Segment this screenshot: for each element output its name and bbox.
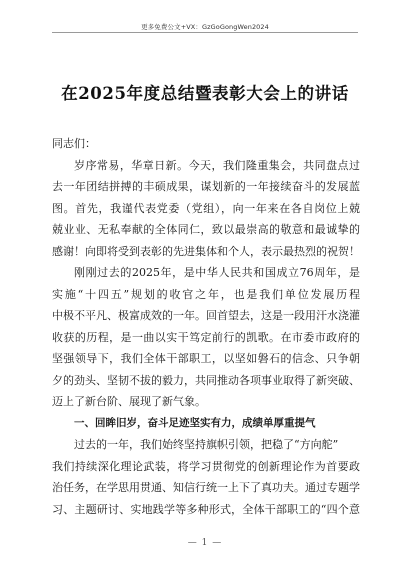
text-line: 夕的劲头、坚韧不拔的毅力，共同推动各项事业取得了新突破、 bbox=[52, 373, 360, 387]
text-line: 中极不平凡、极富成效的一年。回首望去，这是一段用汗水浇灌 bbox=[52, 309, 360, 322]
header-divider bbox=[52, 32, 358, 33]
salutation: 同志们： bbox=[52, 137, 96, 150]
text-line: 坚强领导下，我们全体干部职工，以坚如磐石的信念、只争朝 bbox=[52, 352, 360, 365]
document-body bbox=[52, 133, 360, 520]
header-note: 更多免费公文+VX：GzGoGongWen2024 bbox=[141, 23, 269, 31]
text-line: 收获的历程，是一曲以实干笃定前行的凯歌。在市委市政府的 bbox=[52, 330, 360, 344]
paragraph-opening bbox=[52, 155, 360, 263]
text-line: 刚刚过去的2025年，是中华人民共和国成立76周年，是 bbox=[74, 266, 360, 279]
text-line: 图。首先，我谨代表党委（党组），向一年来在各自岗位上兢 bbox=[52, 201, 360, 215]
text-line: 我们持续深化理论武装，将学习贯彻党的创新理论作为首要政 bbox=[52, 459, 360, 473]
text-line: 过去的一年，我们始终坚持旗帜引领，把稳了“方向舵” bbox=[74, 438, 339, 451]
text-line: 治任务，在学思用贯通、知信行统一上下了真功夫。通过专题学 bbox=[52, 481, 360, 494]
paragraph-section-one bbox=[52, 434, 360, 520]
text-line: 岁序常易，华章日新。今天，我们隆重集会，共同盘点过 bbox=[74, 158, 360, 172]
text-line: 兢业业、无私奉献的全体同仁，致以最崇高的敬意和最诚挚的 bbox=[52, 223, 360, 236]
paragraph-review bbox=[52, 262, 360, 413]
page-number: — 1 — bbox=[187, 538, 223, 548]
section-heading: 一、回眸旧岁，奋斗足迹坚实有力，成绩单厚重提气 bbox=[74, 416, 316, 429]
text-line: 实施“十四五”规划的收官之年，也是我们单位发展历程 bbox=[52, 287, 360, 301]
text-line: 去一年团结拼搏的丰硕成果，谋划新的一年接续奋斗的发展蓝 bbox=[52, 180, 360, 193]
document-title: 在2025年度总结暨表彰大会上的讲话 bbox=[61, 84, 349, 103]
text-line: 迈上了新台阶、展现了新气象。 bbox=[52, 395, 206, 408]
text-line: 习、主题研讨、实地践学等多种形式，全体干部职工的“四个意 bbox=[52, 502, 360, 516]
text-line: 感谢！向即将受到表彰的先进集体和个人，表示最热烈的祝贺！ bbox=[52, 244, 360, 258]
